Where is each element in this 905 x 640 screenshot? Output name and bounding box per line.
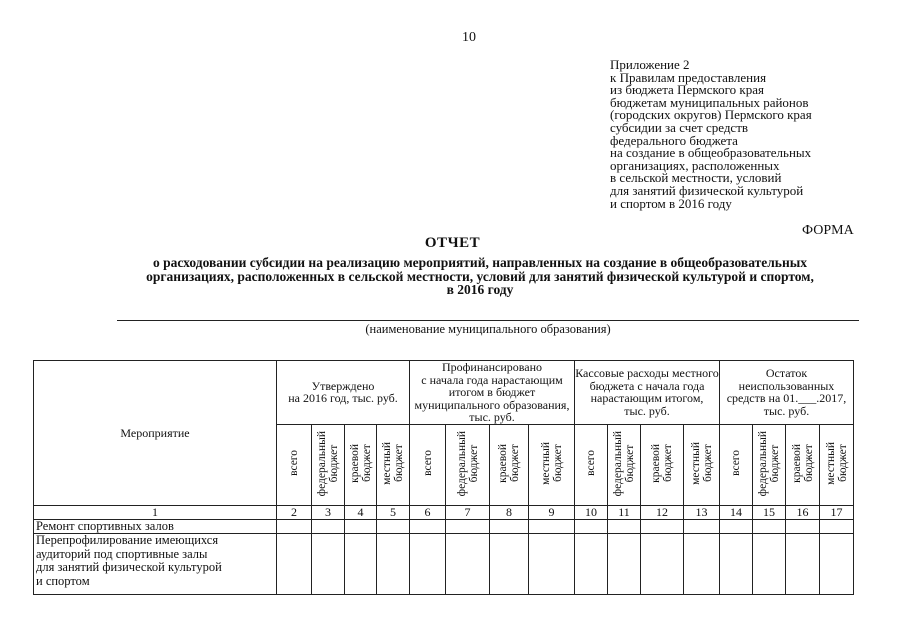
column-number: 14 — [720, 505, 753, 519]
appendix-line: федерального бюджета — [610, 132, 738, 148]
appendix-line: из бюджета Пермского края — [610, 82, 765, 98]
appendix-line: в сельской местности, условий — [610, 170, 782, 186]
column-number: 15 — [753, 505, 786, 519]
value-cell[interactable] — [720, 519, 753, 534]
value-cell[interactable] — [575, 519, 608, 534]
column-number: 11 — [608, 505, 641, 519]
subcolumn-label: всего — [421, 450, 434, 477]
appendix-line: Приложение 2 — [610, 57, 690, 72]
subcolumn-label: местный бюджет — [381, 441, 405, 485]
value-cell[interactable] — [608, 519, 641, 534]
subcolumn-label: федеральный бюджет — [757, 430, 781, 496]
column-number: 5 — [377, 505, 410, 519]
subcolumn-header — [277, 424, 312, 505]
column-number: 10 — [575, 505, 608, 519]
subcolumn-label: краевой бюджет — [497, 443, 521, 483]
appendix-line: и спортом в 2016 году — [610, 195, 732, 211]
subcolumn-label: краевой бюджет — [348, 443, 373, 483]
subcolumn-label: всего — [288, 450, 300, 477]
municipality-caption: (наименование муниципального образования) — [365, 322, 611, 336]
value-cell[interactable] — [377, 519, 410, 534]
column-number: 3 — [312, 505, 345, 519]
report-subtitle-line: в 2016 году — [446, 282, 514, 297]
value-cell[interactable] — [641, 534, 684, 595]
appendix-line: для занятий физической культурой — [610, 182, 804, 198]
column-number: 4 — [345, 505, 377, 519]
subcolumn-label: федеральный бюджет — [316, 430, 340, 496]
appendix-line: бюджетам муниципальных районов — [610, 94, 809, 110]
subcolumn-header — [446, 424, 490, 505]
report-table — [33, 360, 854, 595]
subcolumn-label: местный бюджет — [539, 441, 564, 485]
value-cell[interactable] — [608, 534, 641, 595]
header-row-groups — [34, 361, 854, 425]
value-cell[interactable] — [410, 519, 446, 534]
group-header: Профинансировано с начала года нарастающим итогом в бюджет муниципального образования, тыс. руб. — [410, 361, 575, 425]
subcolumn-header — [786, 424, 820, 505]
column-number: 1 — [34, 505, 277, 519]
value-cell[interactable] — [410, 534, 446, 595]
value-cell[interactable] — [345, 534, 377, 595]
value-cell[interactable] — [446, 534, 490, 595]
value-cell[interactable] — [312, 519, 345, 534]
column-number: 17 — [820, 505, 854, 519]
group-header: Остаток неиспользованных средств на 01.___.2017, тыс. руб. — [720, 361, 854, 425]
appendix-line: (городских округов) Пермского края — [610, 107, 812, 123]
report-subtitle-line: организациях, расположенных в сельской местности, условий для занятий физической культурой и спортом, — [146, 268, 814, 284]
value-cell[interactable] — [277, 519, 312, 534]
value-cell[interactable] — [490, 519, 529, 534]
value-cell[interactable] — [529, 534, 575, 595]
column-numbers-row — [34, 505, 854, 519]
subcolumn-label: федеральный бюджет — [612, 430, 636, 496]
group-header: Кассовые расходы местного бюджета с начала года нарастающим итогом, тыс. руб. — [575, 361, 720, 425]
subcolumn-header — [490, 424, 529, 505]
value-cell[interactable] — [575, 534, 608, 595]
column-number: 7 — [446, 505, 490, 519]
subcolumn-header — [377, 424, 410, 505]
subcolumn-label: всего — [585, 450, 597, 477]
appendix-line: организациях, расположенных — [610, 157, 780, 173]
appendix-line: субсидии за счет средств — [610, 119, 749, 135]
column-number: 16 — [786, 505, 820, 519]
column-number: 8 — [490, 505, 529, 519]
table-row — [34, 519, 854, 534]
value-cell[interactable] — [312, 534, 345, 595]
subcolumn-header — [720, 424, 753, 505]
subcolumn-header — [410, 424, 446, 505]
value-cell[interactable] — [684, 519, 720, 534]
subcolumn-header — [529, 424, 575, 505]
column-number: 2 — [277, 505, 312, 519]
report-title: ОТЧЕТ — [424, 235, 481, 251]
value-cell[interactable] — [720, 534, 753, 595]
value-cell[interactable] — [446, 519, 490, 534]
column-number: 12 — [641, 505, 684, 519]
value-cell[interactable] — [345, 519, 377, 534]
subcolumn-header — [608, 424, 641, 505]
subcolumn-label: федеральный бюджет — [455, 430, 480, 496]
subcolumn-header — [312, 424, 345, 505]
table-row — [34, 534, 854, 595]
activity-cell: Перепрофилирование имеющихся аудиторий под спортивные залы для занятий физической культурой и спортом — [34, 534, 277, 595]
report-subtitle — [60, 256, 900, 297]
value-cell[interactable] — [490, 534, 529, 595]
value-cell[interactable] — [377, 534, 410, 595]
column-number: 6 — [410, 505, 446, 519]
value-cell[interactable] — [820, 534, 854, 595]
value-cell[interactable] — [684, 534, 720, 595]
subcolumn-header — [575, 424, 608, 505]
report-subtitle-line: о расходовании субсидии на реализацию мероприятий, направленных на создание в общеобразовательных — [152, 255, 808, 270]
subcolumn-label: всего — [730, 450, 742, 477]
subcolumn-header — [753, 424, 786, 505]
subcolumn-header — [345, 424, 377, 505]
value-cell[interactable] — [277, 534, 312, 595]
value-cell[interactable] — [641, 519, 684, 534]
appendix-block — [610, 59, 870, 210]
activity-cell: Ремонт спортивных залов — [34, 519, 277, 534]
value-cell[interactable] — [753, 519, 786, 534]
subcolumn-header — [820, 424, 854, 505]
municipality-underline — [117, 320, 859, 321]
column-header-activity: Мероприятие — [34, 361, 277, 506]
value-cell[interactable] — [786, 534, 820, 595]
appendix-line: к Правилам предоставления — [610, 69, 767, 85]
group-header: Утверждено на 2016 год, тыс. руб. — [277, 361, 410, 425]
subcolumn-label: местный бюджет — [689, 441, 714, 485]
value-cell[interactable] — [786, 519, 820, 534]
subcolumn-label: местный бюджет — [824, 441, 849, 485]
value-cell[interactable] — [753, 534, 786, 595]
value-cell[interactable] — [529, 519, 575, 534]
subcolumn-header — [641, 424, 684, 505]
appendix-line: на создание в общеобразовательных — [610, 145, 812, 161]
subcolumn-label: краевой бюджет — [790, 443, 815, 483]
subcolumn-header — [684, 424, 720, 505]
forma-label: ФОРМА — [802, 223, 854, 238]
column-number: 9 — [529, 505, 575, 519]
subcolumn-label: краевой бюджет — [650, 443, 674, 483]
page-number: 10 — [462, 30, 476, 45]
column-number: 13 — [684, 505, 720, 519]
value-cell[interactable] — [820, 519, 854, 534]
